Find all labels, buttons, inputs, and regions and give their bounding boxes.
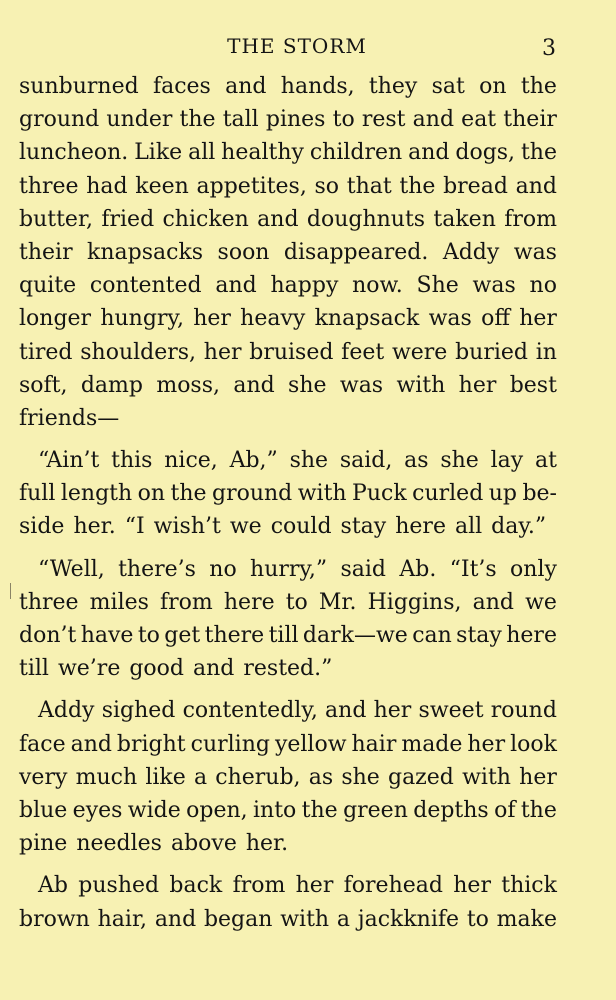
text-line: [19, 444, 557, 477]
word: that: [346, 173, 392, 199]
word: into: [253, 797, 297, 823]
word: to: [332, 107, 355, 133]
word: contentedly,: [182, 698, 318, 724]
word: pine: [19, 831, 68, 857]
word: knapsack: [314, 306, 420, 332]
word: feet: [341, 339, 385, 365]
word: curled: [412, 481, 484, 507]
word: “It’s: [449, 556, 497, 582]
word: pushed: [78, 873, 160, 899]
text-line: [19, 170, 557, 203]
word: round: [490, 698, 557, 724]
word: her: [467, 731, 506, 757]
word: length: [60, 481, 133, 507]
word: stay: [456, 623, 502, 648]
word: Ab.: [399, 556, 437, 582]
word: here: [223, 589, 275, 615]
word: luncheon.: [19, 140, 129, 166]
word: began: [203, 906, 273, 932]
word: like: [145, 764, 186, 790]
paragraph: [19, 553, 557, 686]
page-number: 3: [542, 36, 556, 61]
text-line: [19, 136, 557, 169]
word: appetites,: [196, 173, 307, 199]
word: look: [510, 731, 557, 757]
word: had: [86, 173, 128, 199]
word: with: [462, 764, 511, 790]
word: get: [164, 623, 201, 648]
word: a: [193, 764, 208, 790]
text-line: [19, 903, 557, 936]
word: three: [19, 173, 79, 199]
word: damp: [80, 372, 143, 398]
word: be-: [522, 481, 557, 507]
word: jackknife: [357, 906, 460, 932]
word: rest: [361, 107, 406, 133]
word: stay: [340, 514, 387, 540]
word: and: [325, 698, 367, 724]
word: a: [336, 906, 350, 932]
text-line: [19, 619, 557, 652]
word: the: [399, 173, 436, 199]
body-text: [19, 70, 557, 936]
word: moss,: [156, 372, 221, 398]
word: her: [295, 873, 334, 899]
word: Puck: [352, 481, 407, 507]
word: miles: [89, 589, 149, 615]
word: day.”: [491, 514, 547, 540]
word: the: [520, 74, 557, 99]
word: hair,: [97, 906, 148, 932]
text-line: [19, 203, 557, 236]
word: bright: [116, 731, 186, 757]
word: here: [395, 514, 446, 540]
word: hair: [351, 731, 397, 757]
word: back: [169, 873, 223, 899]
word: they: [368, 74, 418, 99]
word: Mr.: [318, 589, 357, 615]
word: contented: [89, 273, 202, 299]
word: happy: [270, 273, 339, 299]
word: Higgins,: [367, 589, 462, 615]
word: of: [494, 797, 516, 823]
word: full: [19, 481, 56, 507]
word: her: [458, 372, 497, 398]
word: her.: [73, 514, 116, 540]
word: was: [513, 239, 557, 265]
word: butter,: [19, 206, 94, 232]
word: and: [154, 906, 197, 932]
word: at: [534, 448, 557, 474]
word: there: [204, 623, 265, 648]
word: the: [520, 140, 557, 166]
word: longer: [19, 306, 92, 332]
word: and: [408, 140, 450, 166]
paragraph: [19, 869, 557, 935]
word: buried: [455, 339, 528, 365]
word: till: [268, 623, 299, 648]
paragraph: [19, 444, 557, 544]
word: blue: [19, 797, 68, 823]
word: lay: [490, 448, 524, 474]
paragraph-gap: [19, 685, 557, 694]
word: and: [472, 589, 514, 615]
word: with: [297, 481, 347, 507]
word: as: [308, 764, 334, 790]
word: heavy: [240, 306, 306, 332]
word: above: [170, 831, 237, 857]
word: yellow: [274, 731, 347, 757]
word: here: [506, 623, 557, 648]
word: so: [314, 173, 340, 199]
word: hurry,”: [250, 556, 328, 582]
word: disappeared.: [283, 239, 429, 265]
word: dogs,: [455, 140, 516, 166]
word: sat: [431, 74, 465, 99]
word: have: [80, 623, 134, 648]
word: bread: [443, 173, 508, 199]
page-header: [0, 32, 616, 62]
word: the: [301, 797, 338, 823]
word: ground: [19, 107, 100, 133]
word: and: [233, 372, 275, 398]
text-line: [19, 302, 557, 335]
word: up: [488, 481, 517, 507]
word: their: [503, 107, 557, 133]
word: doughnuts: [306, 206, 426, 232]
text-line: [19, 586, 557, 619]
word: very: [19, 764, 68, 790]
word: and: [215, 273, 257, 299]
word: thick: [501, 873, 557, 899]
word: on: [479, 74, 507, 99]
word: on: [137, 481, 166, 507]
text-line: [19, 103, 557, 136]
text-line: [19, 794, 557, 827]
word: gazed: [387, 764, 454, 790]
word: forehead: [343, 873, 443, 899]
word: she: [341, 764, 380, 790]
word: she: [440, 448, 479, 474]
word: was: [339, 372, 384, 398]
word: good: [129, 656, 184, 682]
word: her: [193, 306, 231, 332]
word: needles: [76, 831, 162, 857]
word: this: [111, 448, 153, 474]
word: were: [391, 339, 448, 365]
word: we’re: [57, 656, 121, 682]
text-line: [19, 402, 557, 435]
word: healthy: [221, 140, 304, 166]
paragraph: [19, 70, 557, 435]
word: “Well,: [38, 556, 105, 582]
word: said: [340, 556, 387, 582]
word: much: [75, 764, 138, 790]
word: faces: [152, 74, 211, 99]
word: curling: [190, 731, 270, 757]
word: Ab: [38, 873, 68, 899]
word: eat: [461, 107, 497, 133]
paragraph: [19, 694, 557, 860]
word: “Ain’t: [38, 448, 100, 474]
word: was: [472, 273, 516, 299]
text-line: [19, 869, 557, 902]
word: pines: [265, 107, 326, 133]
word: her: [203, 339, 242, 365]
text-line: [19, 336, 557, 369]
word: from: [504, 206, 557, 232]
word: she: [288, 372, 327, 398]
word: eyes: [72, 797, 123, 823]
word: tall: [222, 107, 259, 133]
word: from: [232, 873, 286, 899]
text-line: [19, 510, 557, 543]
word: and: [412, 107, 455, 133]
word: her: [373, 698, 412, 724]
word: her: [453, 873, 491, 899]
word: from: [160, 589, 213, 615]
word: as: [404, 448, 429, 474]
word: taken: [433, 206, 496, 232]
word: “I: [124, 514, 145, 540]
word: to: [285, 589, 308, 615]
paragraph-gap: [19, 860, 557, 869]
word: to: [466, 906, 489, 932]
word: was: [428, 306, 472, 332]
word: cherub,: [215, 764, 301, 790]
word: don’t: [19, 623, 77, 648]
word: her: [519, 306, 557, 332]
text-line: [19, 728, 557, 761]
text-line: [19, 369, 557, 402]
word: no: [529, 273, 557, 299]
word: all: [454, 514, 483, 540]
word: soft,: [19, 372, 68, 398]
word: ground: [211, 481, 293, 507]
word: off: [481, 306, 510, 332]
word: Addy: [442, 239, 500, 265]
word: friends—: [19, 405, 120, 431]
word: dark—we: [302, 623, 408, 648]
word: rested.”: [243, 656, 333, 682]
word: chicken: [162, 206, 249, 232]
word: their: [19, 239, 73, 265]
text-line: [19, 652, 557, 685]
word: all: [188, 140, 216, 166]
word: hands,: [280, 74, 355, 99]
word: open,: [186, 797, 248, 823]
text-line: [19, 477, 557, 510]
word: the: [170, 481, 207, 507]
word: wide: [127, 797, 181, 823]
word: said,: [339, 448, 393, 474]
word: tired: [19, 339, 73, 365]
text-line: [19, 694, 557, 727]
word: sweet: [418, 698, 484, 724]
word: She: [416, 273, 459, 299]
word: with: [396, 372, 446, 398]
word: and: [515, 173, 557, 199]
word: now.: [352, 273, 403, 299]
word: depths: [413, 797, 489, 823]
running-title: THE STORM: [227, 34, 367, 58]
word: till: [19, 656, 49, 682]
word: nice,: [164, 448, 218, 474]
word: the: [520, 797, 557, 823]
text-line: [19, 553, 557, 586]
word: side: [19, 514, 65, 540]
text-line: [19, 236, 557, 269]
word: can: [412, 623, 452, 648]
word: her.: [245, 831, 289, 857]
word: make: [496, 906, 557, 932]
paragraph-gap: [19, 544, 557, 553]
word: under: [106, 107, 173, 133]
word: green: [343, 797, 408, 823]
word: her: [519, 764, 557, 790]
word: quite: [19, 273, 77, 299]
print-mark: [10, 583, 11, 599]
paragraph-gap: [19, 435, 557, 444]
word: in: [535, 339, 557, 365]
word: we: [525, 589, 557, 615]
text-line: [19, 827, 557, 860]
word: could: [270, 514, 332, 540]
word: children: [309, 140, 403, 166]
word: wish’t: [153, 514, 221, 540]
word: made: [401, 731, 463, 757]
word: Ab,”: [229, 448, 278, 474]
word: three: [19, 589, 79, 615]
word: the: [179, 107, 216, 133]
word: face: [19, 731, 66, 757]
word: Like: [134, 140, 183, 166]
text-line: [19, 269, 557, 302]
word: fried: [101, 206, 155, 232]
word: and: [70, 731, 112, 757]
word: and: [193, 656, 235, 682]
word: to: [137, 623, 160, 648]
word: sighed: [101, 698, 176, 724]
word: shoulders,: [80, 339, 197, 365]
word: we: [229, 514, 262, 540]
word: hungry,: [100, 306, 184, 332]
word: and: [225, 74, 267, 99]
word: brown: [19, 906, 90, 932]
word: there’s: [118, 556, 196, 582]
word: bruised: [249, 339, 334, 365]
text-line: [19, 761, 557, 794]
word: best: [509, 372, 557, 398]
word: sunburned: [19, 74, 139, 99]
word: no: [209, 556, 237, 582]
word: only: [510, 556, 557, 582]
word: Addy: [38, 698, 95, 724]
word: she: [289, 448, 329, 474]
text-line: [19, 70, 557, 103]
word: knapsacks: [87, 239, 204, 265]
word: keen: [135, 173, 189, 199]
word: and: [257, 206, 299, 232]
word: with: [280, 906, 330, 932]
word: soon: [217, 239, 270, 265]
